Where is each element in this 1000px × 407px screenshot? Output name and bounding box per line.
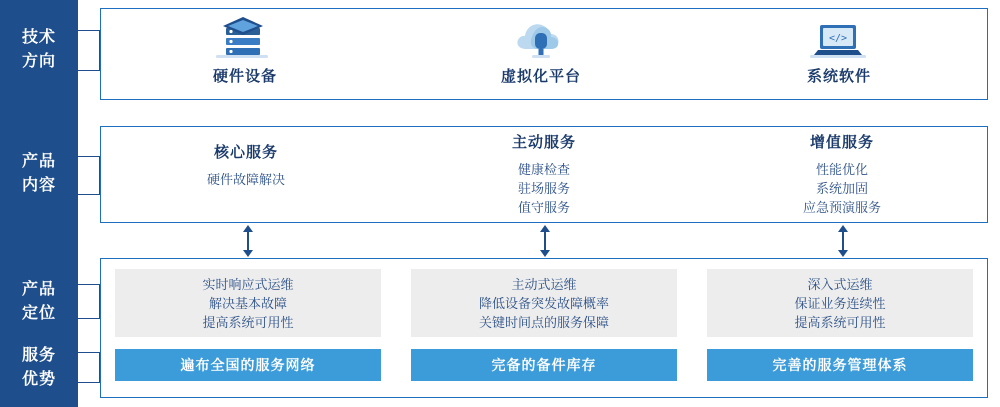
- rail-label-line: 技术: [21, 29, 56, 46]
- positioning-card-line: 关键时间点的服务保障: [478, 314, 609, 330]
- connector-line: [78, 156, 100, 157]
- advantage-card-label: 完善的服务管理体系: [772, 357, 908, 373]
- positioning-card-line: 深入式运维: [807, 276, 873, 292]
- content-column-title: 增值服务: [809, 134, 874, 151]
- advantage-card-network: [115, 349, 381, 381]
- connector-line: [78, 194, 100, 195]
- positioning-card-line: 降低设备突发故障概率: [478, 295, 609, 311]
- rail-label-service-advantage: [0, 344, 78, 392]
- connector-line: [78, 284, 100, 285]
- content-column-line: 健康检查: [517, 162, 570, 177]
- content-column-title: 主动服务: [511, 134, 576, 151]
- rail-label-line: 优势: [21, 371, 56, 388]
- laptop-code-icon: [719, 15, 959, 61]
- positioning-card-proactive: [411, 269, 677, 337]
- rail-label-product-content: [0, 150, 78, 198]
- content-column-line: 应急预演服务: [802, 200, 881, 215]
- advantage-card-inventory: [411, 349, 677, 381]
- tech-item-label: 系统软件: [806, 68, 871, 85]
- tech-item-virtualization: [421, 15, 661, 86]
- rail-label-line: 产品: [21, 153, 56, 170]
- positioning-card-line: 提高系统可用性: [794, 314, 886, 330]
- tech-item-software: [719, 15, 959, 86]
- connector-line: [78, 352, 100, 353]
- svg-text:</>: </>: [828, 33, 848, 44]
- connector-line: [78, 318, 100, 319]
- double-arrow-icon: [241, 225, 255, 262]
- tech-direction-box: [100, 8, 988, 100]
- cloud-virtualization-icon: [421, 15, 661, 61]
- positioning-card-line: 提高系统可用性: [202, 314, 294, 330]
- positioning-card-line: 保证业务连续性: [794, 295, 886, 311]
- content-column-line: 驻场服务: [517, 181, 570, 196]
- positioning-card-line: 主动式运维: [511, 276, 577, 292]
- product-content-box: [100, 126, 988, 223]
- double-arrow-icon: [836, 225, 850, 262]
- rail-label-line: 方向: [21, 53, 56, 70]
- advantage-card-label: 完备的备件库存: [491, 357, 597, 373]
- connector-line: [78, 382, 100, 383]
- double-arrow-icon: [538, 225, 552, 262]
- rail-label-line: 内容: [21, 177, 56, 194]
- advantage-card-label: 遍布全国的服务网络: [180, 357, 316, 373]
- content-column-line: 性能优化: [815, 162, 868, 177]
- content-column-valueadd: [707, 131, 977, 217]
- rail-label-line: 服务: [21, 347, 56, 364]
- rail-label-line: 定位: [21, 305, 56, 322]
- tech-item-label: 硬件设备: [212, 68, 277, 85]
- connector-line: [78, 70, 100, 71]
- positioning-advantage-box: [100, 258, 988, 398]
- rail-label-product-position: [0, 278, 78, 326]
- positioning-card-line: 实时响应式运维: [202, 276, 294, 292]
- positioning-card-deep: [707, 269, 973, 337]
- content-column-line: 值守服务: [517, 200, 570, 215]
- advantage-card-management: [707, 349, 973, 381]
- content-column-line: 系统加固: [815, 181, 868, 196]
- content-column-core: [111, 141, 381, 189]
- tech-item-label: 虚拟化平台: [500, 68, 581, 85]
- tech-item-hardware: [125, 15, 365, 86]
- content-column-proactive: [409, 131, 679, 217]
- positioning-card-line: 解决基本故障: [208, 295, 287, 311]
- rail-label-tech-direction: [0, 26, 78, 74]
- content-column-line: 硬件故障解决: [206, 172, 285, 187]
- rail-label-line: 产品: [21, 281, 56, 298]
- connector-line: [78, 30, 100, 31]
- positioning-card-realtime: [115, 269, 381, 337]
- server-stack-icon: [125, 15, 365, 61]
- content-column-title: 核心服务: [213, 144, 278, 161]
